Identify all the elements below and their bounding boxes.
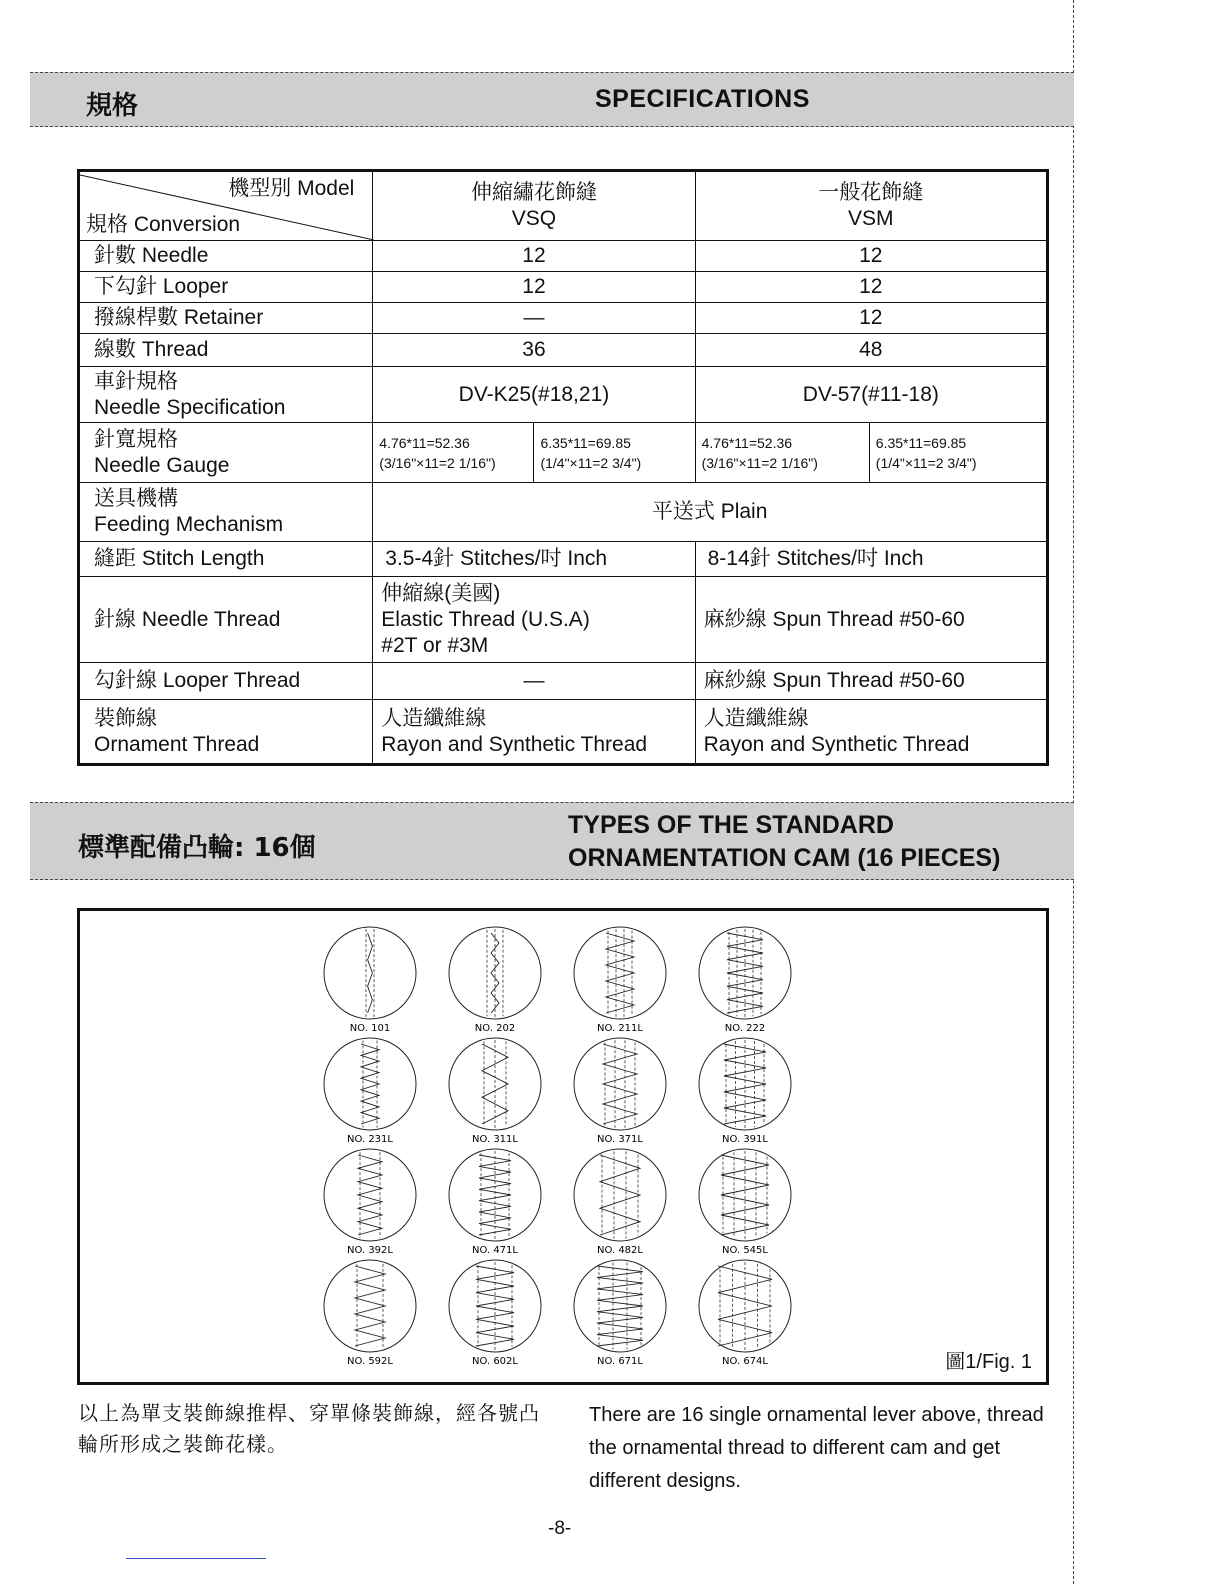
specifications-table <box>77 169 1049 766</box>
col-vsm-header <box>695 171 1047 241</box>
row-label: 針數 Needle <box>79 241 373 272</box>
row-label: 撥線桿數 Retainer <box>79 303 373 334</box>
gauge-inch: (1/4"×11=2 3/4") <box>875 454 977 471</box>
cell-value: 12 <box>695 272 1047 303</box>
cam-item <box>324 927 416 1034</box>
cell-value <box>373 700 695 765</box>
col1-zh: 伸縮繡花飾縫 <box>470 181 597 204</box>
cam-label: NO. 471L <box>472 1245 518 1256</box>
cell-value: 48 <box>695 334 1047 367</box>
cam-label: NO. 101 <box>349 1023 391 1034</box>
cam-item <box>699 1260 791 1367</box>
cam-figure <box>77 908 1049 1385</box>
cam-item <box>574 1260 666 1367</box>
cam-item <box>699 1149 791 1256</box>
cam-circle <box>574 927 666 1019</box>
gauge-mm: 6.35*11=69.85 <box>875 434 967 451</box>
page-number: -8- <box>548 1518 572 1539</box>
gauge-mm: 4.76*11=52.36 <box>379 434 470 451</box>
table-row <box>79 577 1048 663</box>
cam-item <box>324 1260 416 1367</box>
cam-item <box>324 1149 416 1256</box>
cam-item <box>449 1038 541 1145</box>
row-label-en: Needle Specification <box>94 395 286 419</box>
row-label: 線數 Thread <box>79 334 373 367</box>
gauge-inch: (3/16"×11=2 1/16") <box>379 454 496 471</box>
cam-label: NO. 231L <box>347 1134 393 1145</box>
cell-value: 麻紗線 Spun Thread #50-60 <box>695 577 1047 663</box>
cell-value: 3.5-4針 Stitches/吋 Inch <box>373 542 695 577</box>
cam-label: NO. 592L <box>347 1356 393 1367</box>
cell-value: DV-K25(#18,21) <box>373 367 695 423</box>
gauge-inch: (1/4"×11=2 3/4") <box>540 454 642 471</box>
gauge-mm: 6.35*11=69.85 <box>540 434 631 451</box>
header-en: SPECIFICATIONS <box>595 85 810 113</box>
margin-dashed-line <box>1073 0 1074 1584</box>
col2-en: VSM <box>848 207 894 230</box>
cam-label: NO. 674L <box>722 1356 768 1367</box>
cell-value: DV-57(#11-18) <box>695 367 1047 423</box>
gauge-mm: 4.76*11=52.36 <box>701 434 793 451</box>
cam-circle <box>324 1260 416 1352</box>
corner-conversion: 規格 Conversion <box>86 213 241 236</box>
ornament-zh: 人造纖維線 <box>381 706 487 730</box>
cam-label: NO. 371L <box>597 1134 643 1145</box>
col2-zh: 一般花飾縫 <box>818 181 924 204</box>
cam-circle <box>574 1149 666 1241</box>
specifications-header <box>30 72 1074 127</box>
cam-item <box>699 1038 791 1145</box>
cam-circle <box>324 1149 416 1241</box>
cell-value <box>695 700 1047 765</box>
cam-circle <box>574 1038 666 1130</box>
cam-label: NO. 602L <box>472 1356 518 1367</box>
cam-item <box>449 1149 541 1256</box>
table-row <box>79 241 1048 272</box>
cam-item <box>699 927 791 1034</box>
note-en: There are 16 single ornamental lever above, thread the ornamental thread to different cam and get different designs. <box>589 1404 1044 1492</box>
table-header-row <box>79 171 1048 241</box>
table-row <box>79 423 1048 483</box>
cam-label: NO. 311L <box>472 1134 518 1145</box>
row-label-zh: 針寬規格 <box>94 427 178 451</box>
corner-cell <box>79 171 373 241</box>
table-row <box>79 663 1048 700</box>
figure-caption: 圖1/Fig. 1 <box>945 1351 1032 1373</box>
cell-value: 12 <box>695 241 1047 272</box>
cam-item <box>574 927 666 1034</box>
cell-value: 12 <box>373 272 695 303</box>
cell-value: 12 <box>695 303 1047 334</box>
row-label: 針線 Needle Thread <box>79 577 373 663</box>
row-label-zh: 送具機構 <box>94 487 178 510</box>
cam-circle <box>324 1038 416 1130</box>
gauge-inch: (3/16"×11=2 1/16") <box>701 454 818 471</box>
cam-label: NO. 202 <box>474 1023 516 1034</box>
cam-item <box>449 927 541 1034</box>
cam-item <box>324 1038 416 1145</box>
cell-value: 12 <box>373 241 695 272</box>
header-en <box>568 809 1000 875</box>
cam-label: NO. 392L <box>347 1245 393 1256</box>
header-zh: 標準配備凸輪: 16個 <box>78 833 316 863</box>
table-row <box>79 700 1048 765</box>
cam-item <box>574 1149 666 1256</box>
note-zh: 以上為單支裝飾線推桿、穿單條裝飾線，經各號凸輪所形成之裝飾花樣。 <box>78 1401 540 1456</box>
cell-value <box>373 577 695 663</box>
header-en-line2: ORNAMENTATION CAM (16 PIECES) <box>568 844 1001 872</box>
row-label-en: Feeding Mechanism <box>94 513 284 536</box>
cam-circle <box>574 1260 666 1352</box>
gauge-cell <box>869 423 1047 483</box>
row-label-en: Ornament Thread <box>94 732 260 756</box>
row-label <box>79 423 373 483</box>
needle-thread-zh: 伸縮線(美國) <box>381 581 501 605</box>
row-label <box>79 700 373 765</box>
row-label-zh: 車針規格 <box>94 369 178 393</box>
gauge-cell <box>695 423 869 483</box>
cam-label: NO. 222 <box>724 1023 766 1034</box>
table-row <box>79 334 1048 367</box>
col1-en: VSQ <box>511 207 557 230</box>
ornament-en: Rayon and Synthetic Thread <box>703 732 970 756</box>
row-label: 縫距 Stitch Length <box>79 542 373 577</box>
cam-label: NO. 211L <box>597 1023 643 1034</box>
needle-thread-en: Elastic Thread (U.S.A) <box>381 607 590 631</box>
row-label: 勾針線 Looper Thread <box>79 663 373 700</box>
header-en-line1: TYPES OF THE STANDARD <box>568 811 894 839</box>
cam-label: NO. 671L <box>597 1356 643 1367</box>
table-row <box>79 367 1048 423</box>
cell-value: 平送式 Plain <box>373 483 1048 542</box>
table-row <box>79 483 1048 542</box>
footer-underline <box>126 1558 266 1559</box>
row-label <box>79 367 373 423</box>
row-label: 下勾針 Looper <box>79 272 373 303</box>
cell-value: 麻紗線 Spun Thread #50-60 <box>695 663 1047 700</box>
ornament-en: Rayon and Synthetic Thread <box>381 732 648 756</box>
cell-value: 36 <box>373 334 695 367</box>
table-row <box>79 272 1048 303</box>
cam-diagram <box>80 911 1046 1382</box>
row-label-en: Needle Gauge <box>94 453 230 477</box>
cam-label: NO. 391L <box>722 1134 768 1145</box>
row-label <box>79 483 373 542</box>
table-row <box>79 303 1048 334</box>
cam-label: NO. 482L <box>597 1245 643 1256</box>
header-zh: 規格 <box>86 91 139 121</box>
cell-value: 8-14針 Stitches/吋 Inch <box>695 542 1047 577</box>
ornament-zh: 人造纖維線 <box>703 706 809 730</box>
gauge-cell <box>373 423 534 483</box>
gauge-cell <box>534 423 695 483</box>
table-row <box>79 542 1048 577</box>
cell-value: — <box>373 303 695 334</box>
cam-item <box>449 1260 541 1367</box>
cam-label: NO. 545L <box>722 1245 768 1256</box>
cam-item <box>574 1038 666 1145</box>
needle-thread-grade: #2T or #3M <box>381 633 489 657</box>
cell-value: — <box>373 663 695 700</box>
row-label-zh: 裝飾線 <box>94 706 157 730</box>
corner-model: 機型別 Model <box>228 177 355 200</box>
cam-types-header <box>30 802 1074 880</box>
col-vsq-header <box>373 171 695 241</box>
